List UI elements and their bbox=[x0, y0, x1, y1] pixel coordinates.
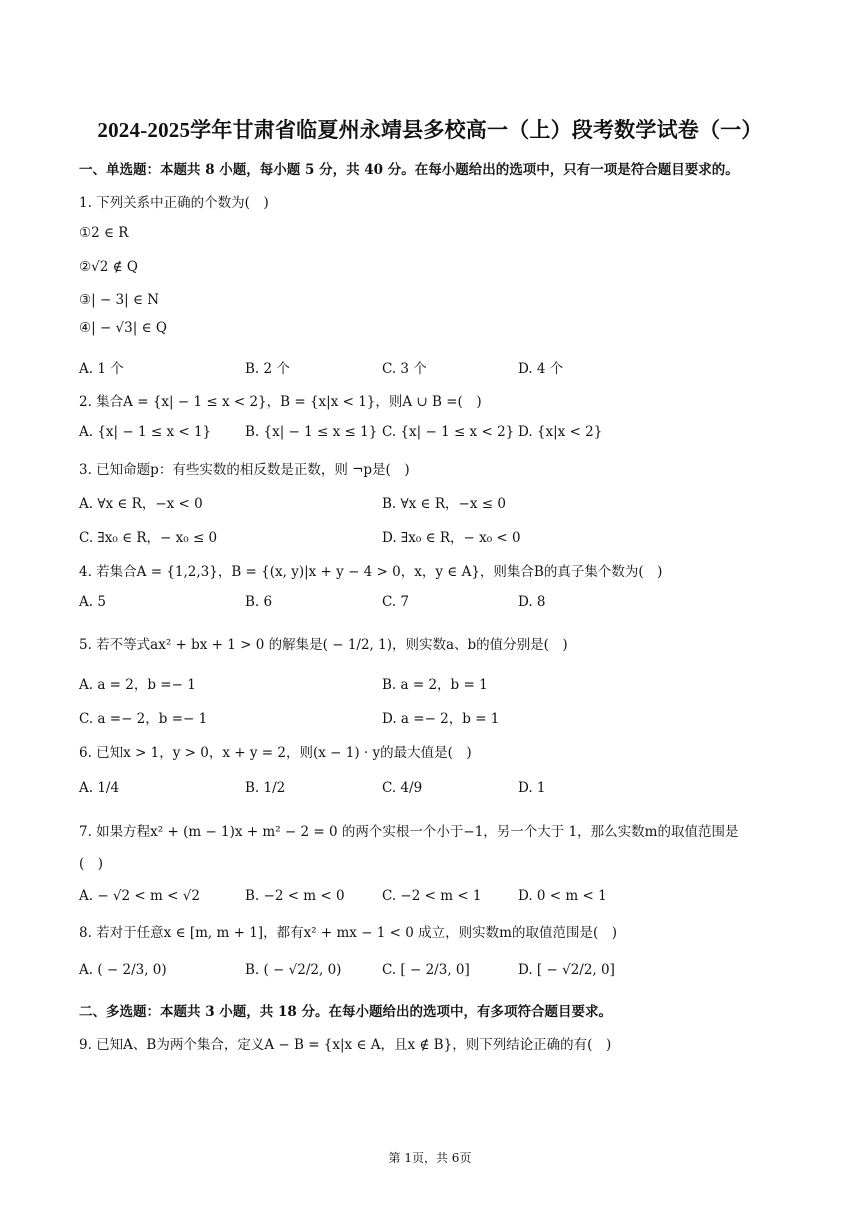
question-4-option-d: D. 8 bbox=[518, 594, 546, 610]
page-footer: 第 1页，共 6页 bbox=[388, 1151, 472, 1165]
question-3-option-d: D. ∃x₀ ∈ R，− x₀ < 0 bbox=[382, 530, 521, 546]
question-1-item-1: ①2 ∈ R bbox=[79, 225, 129, 241]
question-5-stem: 5. 若不等式ax² + bx + 1 > 0 的解集是( − 1/2, 1)，则实数a、b的值分别是( ) bbox=[79, 637, 568, 653]
question-8-option-a: A. ( − 2/3, 0) bbox=[79, 962, 167, 978]
question-5-option-b: B. a = 2，b = 1 bbox=[382, 677, 488, 693]
question-2-option-a: A. {x| − 1 ≤ x < 1} bbox=[79, 424, 212, 440]
question-7-stem: 7. 如果方程x² + (m − 1)x + m² − 2 = 0 的两个实根一个小于−1，另一个大于 1，那么实数m的取值范围是 bbox=[79, 824, 739, 840]
question-1-option-d: D. 4 个 bbox=[518, 361, 564, 377]
question-4-option-c: C. 7 bbox=[382, 594, 410, 610]
question-7-option-b: B. −2 < m < 0 bbox=[245, 888, 345, 904]
question-1-item-4: ④| − √3| ∈ Q bbox=[79, 320, 167, 336]
question-1-item-3: ③| − 3| ∈ N bbox=[79, 292, 160, 308]
question-8-option-c: C. [ − 2/3, 0] bbox=[382, 962, 470, 978]
section-heading-single-choice: 一、单选题：本题共 8 小题，每小题 5 分，共 40 分。在每小题给出的选项中，只有一项是符合题目要求的。 bbox=[79, 162, 739, 178]
question-1-option-c: C. 3 个 bbox=[382, 361, 427, 377]
question-8-option-b: B. ( − √2/2, 0) bbox=[245, 962, 342, 978]
question-4-option-a: A. 5 bbox=[79, 594, 106, 610]
question-7-option-c: C. −2 < m < 1 bbox=[382, 888, 482, 904]
question-8-option-d: D. [ − √2/2, 0] bbox=[518, 962, 615, 978]
question-1-option-b: B. 2 个 bbox=[245, 361, 290, 377]
question-6-option-a: A. 1/4 bbox=[79, 780, 120, 796]
question-5-option-d: D. a =− 2，b = 1 bbox=[382, 711, 500, 727]
question-7-option-a: A. − √2 < m < √2 bbox=[79, 888, 200, 904]
question-3-option-a: A. ∀x ∈ R，−x < 0 bbox=[79, 496, 203, 512]
question-6-option-c: C. 4/9 bbox=[382, 780, 423, 796]
question-7-stem-continuation: ( ) bbox=[79, 856, 104, 872]
question-1-item-2: ②√2 ∉ Q bbox=[79, 259, 138, 275]
question-6-stem: 6. 已知x > 1，y > 0，x + y = 2，则(x − 1) · y的最大值是( ) bbox=[79, 745, 472, 761]
question-6-option-d: D. 1 bbox=[518, 780, 546, 796]
question-2-stem: 2. 集合A = {x| − 1 ≤ x < 2}，B = {x|x < 1}，则A ∪ B =( ) bbox=[79, 394, 482, 410]
question-6-option-b: B. 1/2 bbox=[245, 780, 286, 796]
question-2-option-b: B. {x| − 1 ≤ x ≤ 1} bbox=[245, 424, 378, 440]
question-3-stem: 3. 已知命题p：有些实数的相反数是正数，则 ¬p是( ) bbox=[79, 462, 410, 478]
question-2-option-c: C. {x| − 1 ≤ x < 2} bbox=[382, 424, 515, 440]
question-7-option-d: D. 0 < m < 1 bbox=[518, 888, 607, 904]
question-1-stem: 1. 下列关系中正确的个数为( ) bbox=[79, 195, 269, 211]
question-3-option-c: C. ∃x₀ ∈ R，− x₀ ≤ 0 bbox=[79, 530, 218, 546]
question-4-stem: 4. 若集合A = {1,2,3}，B = {(x, y)|x + y − 4 > 0，x，y ∈ A}，则集合B的真子集个数为( ) bbox=[79, 564, 663, 580]
question-5-option-a: A. a = 2，b =− 1 bbox=[79, 677, 196, 693]
section-heading-multiple-choice: 二、多选题：本题共 3 小题，共 18 分。在每小题给出的选项中，有多项符合题目要求。 bbox=[79, 1004, 612, 1020]
question-9-stem: 9. 已知A、B为两个集合，定义A − B = {x|x ∈ A，且x ∉ B}，则下列结论正确的有( ) bbox=[79, 1037, 612, 1053]
question-5-option-c: C. a =− 2，b =− 1 bbox=[79, 711, 208, 727]
question-1-option-a: A. 1 个 bbox=[79, 361, 124, 377]
question-8-stem: 8. 若对于任意x ∈ [m, m + 1]，都有x² + mx − 1 < 0 成立，则实数m的取值范围是( ) bbox=[79, 925, 617, 941]
question-3-option-b: B. ∀x ∈ R，−x ≤ 0 bbox=[382, 496, 506, 512]
question-4-option-b: B. 6 bbox=[245, 594, 273, 610]
question-2-option-d: D. {x|x < 2} bbox=[518, 424, 603, 440]
page-title: 2024-2025学年甘肃省临夏州永靖县多校高一（上）段考数学试卷（一） bbox=[97, 118, 763, 142]
